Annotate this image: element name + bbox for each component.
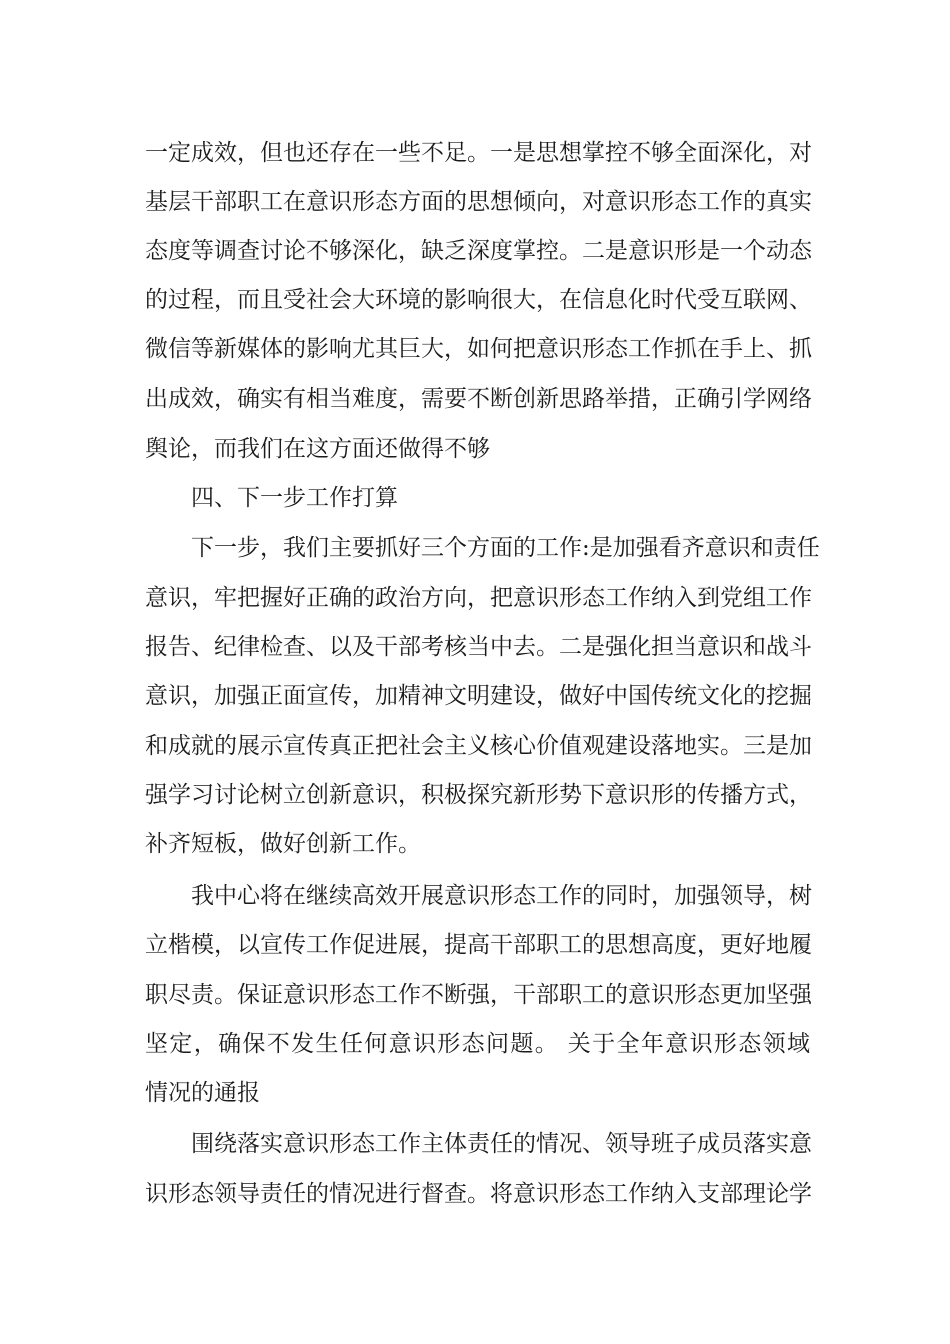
- paragraph-line: 一定成效，但也还存在一些不足。一是思想掌控不够全面深化，对: [145, 140, 812, 166]
- paragraph-line: 职尽责。保证意识形态工作不断强，干部职工的意识形态更加坚强: [145, 982, 812, 1008]
- paragraph-line: 围绕落实意识形态工作主体责任的情况、领导班子成员落实意: [191, 1131, 812, 1157]
- paragraph-line: 立楷模，以宣传工作促进展，提高干部职工的思想高度，更好地履: [145, 932, 812, 958]
- section-heading: 四、下一步工作打算: [191, 485, 398, 511]
- paragraph-line: 意识，加强正面宣传，加精神文明建设，做好中国传统文化的挖掘: [145, 683, 812, 709]
- paragraph-line: 补齐短板，做好创新工作。: [145, 831, 421, 857]
- paragraph-line: 舆论，而我们在这方面还做得不够: [145, 436, 490, 462]
- paragraph-line: 的过程，而且受社会大环境的影响很大，在信息化时代受互联网、: [145, 287, 812, 313]
- paragraph-line: 态度等调查讨论不够深化，缺乏深度掌控。二是意识形是一个动态: [145, 238, 812, 264]
- paragraph-line: 和成就的展示宣传真正把社会主义核心价值观建设落地实。三是加: [145, 733, 812, 759]
- paragraph-line: 情况的通报: [145, 1080, 260, 1106]
- paragraph-line: 微信等新媒体的影响尤其巨大，如何把意识形态工作抓在手上、抓: [145, 336, 812, 362]
- paragraph-line: 坚定，确保不发生任何意识形态问题。 关于全年意识形态领域: [145, 1031, 810, 1057]
- paragraph-line: 我中心将在继续高效开展意识形态工作的同时，加强领导，树: [191, 883, 812, 909]
- paragraph-line: 下一步，我们主要抓好三个方面的工作:是加强看齐意识和责任: [191, 535, 820, 561]
- paragraph-line: 基层干部职工在意识形态方面的思想倾向，对意识形态工作的真实: [145, 189, 812, 215]
- paragraph-line: 强学习讨论树立创新意识，积极探究新形势下意识形的传播方式，: [145, 782, 812, 808]
- paragraph-line: 报告、纪律检查、以及干部考核当中去。二是强化担当意识和战斗: [145, 634, 812, 660]
- paragraph-line: 出成效，确实有相当难度，需要不断创新思路举措，正确引学网络: [145, 386, 812, 412]
- paragraph-line: 意识，牢把握好正确的政治方向，把意识形态工作纳入到党组工作: [145, 585, 812, 611]
- paragraph-line: 识形态领导责任的情况进行督查。将意识形态工作纳入支部理论学: [145, 1181, 812, 1207]
